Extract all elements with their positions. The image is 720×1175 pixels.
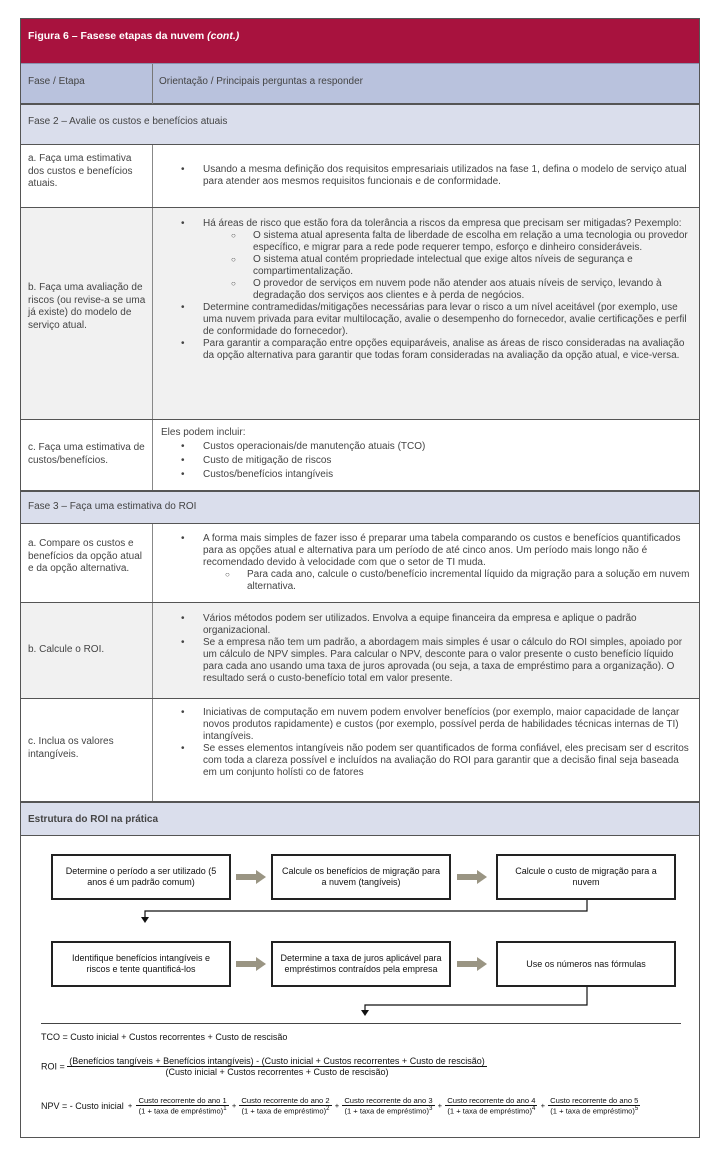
list-intro: Eles podem incluir: <box>161 427 246 438</box>
npv-term-denominator: (1 + taxa de empréstimo) <box>550 1106 635 1116</box>
npv-term-exponent: 3 <box>429 1106 433 1112</box>
list-item: • Usando a mesma definição dos requisitos empresariais utilizados na fase 1, defina o modelo de serviço atual para atender aos mesmos requisitos funcionais e de conformidade. <box>203 164 691 188</box>
sub-list-item: ○ Para cada ano, calcule o custo/benefício incremental líquido da migração para a solução em nuvem alternativa. <box>247 569 691 593</box>
npv-term-denominator: (1 + taxa de empréstimo) <box>241 1106 327 1116</box>
connector-line <box>351 987 601 1019</box>
formula-separator <box>41 1023 681 1024</box>
npv-term-numerator: Custo recorrente do ano 3 <box>344 1096 433 1105</box>
row-label: b. Faça uma avaliação de riscos (ou revise-a se uma já existe) do modelo de serviço atual. <box>28 282 146 331</box>
list-item: • Custos operacionais/de manutenção atuais (TCO) <box>203 440 691 454</box>
list-item: • Se esses elementos intangíveis não podem ser quantificados de forma confiável, eles precisam ser d escritos com toda a clareza possível e incluídos na avaliação do ROI para garantir que a decisão final seja baseada em um conjunto holísti co de fatores <box>203 743 691 779</box>
arrow-right-icon <box>457 870 487 884</box>
title-text: Figura 6 – Fasese etapas da nuvem <box>28 30 205 42</box>
sub-list-item: ○ O sistema atual apresenta falta de liberdade de escolha em relação a uma tecnologia ou provedor específico, e migrar para a rede pode requerer tempo, esforço e dinheiro consideráveis. <box>253 230 691 254</box>
npv-formula: NPV = - Custo inicial + $\frac{\text{Custo recorrente do ano 1}}{(1 + taxa de empréstimo)^1}$ + $\frac{\text{Custo recorrente do ano 2}}{(1 + taxa de empréstimo)^2}$ + $\frac{\text{Custo recorrente do ano 3}}{(1 + taxa de empréstimo)^3}$ + $\frac{\text{Custo recorrente do ano 4}}{(1 + taxa de empréstimo)^4}$ + $\frac{\text{Custo recorrente do ano 5}}{(1 + taxa de empréstimo)^5}$ <box>41 1096 639 1116</box>
row-label: a. Compare os custos e benefícios da opção atual e da opção alternativa. <box>28 538 142 574</box>
phase-3-row-b <box>21 603 699 699</box>
table-header <box>21 63 699 104</box>
roi-step-formulas: Use os números nas fórmulas <box>496 941 676 987</box>
phase-3-label: Fase 3 – Faça uma estimativa do ROI <box>28 501 197 512</box>
roi-step-migration-cost: Calcule o custo de migração para a nuvem <box>496 854 676 900</box>
list-item: • Determine contramedidas/mitigações necessárias para levar o risco a um nível aceitável (por exemplo, use uma nuvem privada para evitar multilocação, avalie o desempenho do fornecedor, avalie certificações e perfil de conformidade do fornecedor). <box>203 302 691 338</box>
roi-step-interest-rate: Determine a taxa de juros aplicável para empréstimos contraídos pela empresa <box>271 941 451 987</box>
roi-step-intangibles: Identifique benefícios intangíveis e riscos e tente quantificá-los <box>51 941 231 987</box>
list-item: • Iniciativas de computação em nuvem podem envolver benefícios (por exemplo, maior capacidade de lançar novos produtos rapidamente) e custos (por exemplo, possível perda de habilidades técnicas internas de TI) intangíveis. <box>203 707 691 743</box>
phase-2-row-b <box>21 208 699 420</box>
npv-term-numerator: Custo recorrente do ano 5 <box>550 1096 639 1105</box>
phase-2-heading <box>21 104 699 145</box>
row-label: b. Calcule o ROI. <box>28 644 105 655</box>
phase-3-heading <box>21 491 699 524</box>
arrow-right-icon <box>457 957 487 971</box>
roi-label: ROI = <box>41 1061 65 1072</box>
header-col-phase: Fase / Etapa <box>28 76 85 87</box>
connector-line <box>136 900 596 924</box>
arrow-right-icon <box>236 957 266 971</box>
sub-list-item: ○ O provedor de serviços em nuvem pode não atender aos atuais níveis de serviço, levando à degradação dos serviços aos clientes e à perda de negócios. <box>253 278 691 302</box>
npv-label: NPV = - Custo inicial <box>41 1100 124 1111</box>
phase-2-row-a <box>21 145 699 208</box>
tco-formula: TCO = Custo inicial + Custos recorrentes + Custo de rescisão <box>41 1032 288 1042</box>
phase-3-row-c <box>21 699 699 802</box>
npv-term-exponent: 4 <box>531 1106 536 1112</box>
roi-step-benefits: Calcule os benefícios de migração para a nuvem (tangíveis) <box>271 854 451 900</box>
sub-list-item: ○ O sistema atual contém propriedade intelectual que exige altos níveis de segurança e compartimentalização. <box>253 254 691 278</box>
list-item: A forma mais simples de fazer isso é preparar uma tabela comparando os custos e benefícios quantificados para as opções atual e alternativa para um período de até cinco anos. Um período mais longo não é recomendado devido à velocidade com que o setor de TI muda. <box>203 533 681 568</box>
npv-term-denominator: (1 + taxa de empréstimo) <box>344 1106 430 1116</box>
list-item: • Se a empresa não tem um padrão, a abordagem mais simples é usar o cálculo do ROI simples, apoiado por um cálculo de NPV simples. Para calcular o NPV, desconte para o valor presente o custo benefício líquido para cada ano usando uma taxa de juros aprovada (ou seja, a taxa de empréstimo para a organização). O resultado será o custo-benefício total em valor presente. <box>203 637 691 685</box>
roi-step-period: Determine o período a ser utilizado (5 anos é um padrão comum) <box>51 854 231 900</box>
npv-term-exponent: 1 <box>223 1106 227 1112</box>
row-label: c. Inclua os valores intangíveis. <box>28 736 114 760</box>
npv-term-denominator: (1 + taxa de empréstimo) <box>138 1106 224 1116</box>
npv-term-denominator: (1 + taxa de empréstimo) <box>447 1106 532 1116</box>
list-item: • Custos/benefícios intangíveis <box>203 468 691 482</box>
roi-heading <box>21 802 699 836</box>
phase-2-label: Fase 2 – Avalie os custos e benefícios atuais <box>28 116 228 127</box>
phase-2-row-c <box>21 420 699 491</box>
npv-term-numerator: Custo recorrente do ano 4 <box>447 1096 536 1105</box>
list-item: • Para garantir a comparação entre opções equiparáveis, analise as áreas de risco consideradas na avaliação da opção alternativa para garantir que todas foram consideradas na avaliação da opção atual, e vice-versa. <box>203 338 691 362</box>
npv-term-numerator: Custo recorrente do ano 1 <box>138 1096 227 1105</box>
list-item: • Vários métodos podem ser utilizados. Envolva a equipe financeira da empresa e aplique o padrão organizacional. <box>203 613 691 637</box>
header-col-guidance: Orientação / Principais perguntas a responder <box>159 76 364 87</box>
npv-term-numerator: Custo recorrente do ano 2 <box>241 1096 330 1105</box>
figure-frame <box>20 18 700 1138</box>
npv-term-exponent: 5 <box>634 1106 639 1112</box>
row-label: c. Faça uma estimativa de custos/benefícios. <box>28 442 145 466</box>
row-label: a. Faça uma estimativa dos custos e benefícios atuais. <box>28 153 133 189</box>
roi-heading-text: Estrutura do ROI na prática <box>28 814 159 825</box>
npv-term-exponent: 2 <box>326 1106 330 1112</box>
roi-formula <box>41 1056 487 1077</box>
title-cont: (cont.) <box>207 30 240 42</box>
roi-denominator: (Custo inicial + Custos recorrentes + Custo de rescisão) <box>165 1067 389 1077</box>
phase-3-row-a <box>21 524 699 603</box>
arrow-right-icon <box>236 870 266 884</box>
figure-title <box>21 19 699 63</box>
list-item: Há áreas de risco que estão fora da tolerância a riscos da empresa que precisam ser mitigadas? Pexemplo: <box>203 218 682 229</box>
roi-numerator: (Benefícios tangíveis + Benefícios intangíveis) - (Custo inicial + Custos recorrentes + Custo de rescisão) <box>69 1056 485 1066</box>
list-item: • Custo de mitigação de riscos <box>203 454 691 468</box>
